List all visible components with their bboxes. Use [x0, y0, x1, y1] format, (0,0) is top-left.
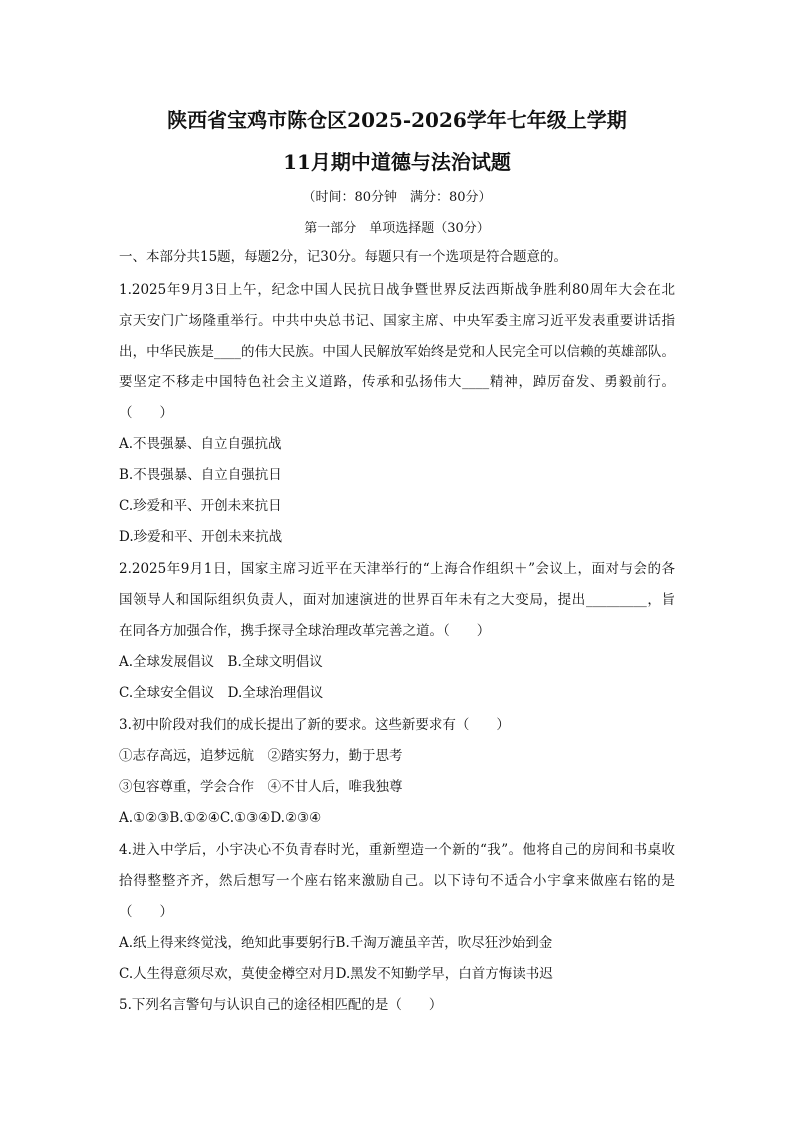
- q4-stem-line: 拾得整整齐齐，然后想写一个座右铭来激励自己。以下诗句不适合小宇拿来做座右铭的是: [119, 873, 675, 889]
- q1-option-d: D.珍爱和平、开创未来抗战: [119, 529, 283, 545]
- q1-stem-line: 要坚定不移走中国特色社会主义道路，传承和弘扬伟大____精神，踔厉奋发、勇毅前行。: [119, 374, 675, 390]
- q4-stem-line: 4.进入中学后，小宇决心不负青春时光，重新塑造一个新的“我”。他将自己的房间和书桌收: [119, 842, 675, 858]
- exam-time-info: （时间：80分钟 满分：80分）: [302, 190, 492, 205]
- q1-option-a: A.不畏强暴、自立自强抗战: [119, 436, 282, 452]
- q3-options: A.①②③B.①②④C.①③④D.②③④: [119, 810, 322, 826]
- q1-answer-bracket: （ ）: [119, 405, 173, 421]
- q2-stem-line: 在同各方加强合作，携手探寻全球治理改革完善之道。（ ）: [119, 623, 491, 639]
- q4-answer-bracket: （ ）: [119, 904, 173, 920]
- q5-stem: 5.下列名言警句与认识自己的途径相匹配的是（ ）: [119, 997, 443, 1013]
- q1-option-c: C.珍爱和平、开创未来抗日: [119, 498, 282, 514]
- q2-options-ab: A.全球发展倡议 B.全球文明倡议: [119, 654, 323, 670]
- exam-title-line2: 11月期中道德与法治试题: [283, 150, 511, 174]
- q4-options-ab: A.纸上得来终觉浅，绝知此事要躬行B.千淘万漉虽辛苦，吹尽狂沙始到金: [119, 935, 553, 951]
- q1-stem-line: 1.2025年9月3日上午，纪念中国人民抗日战争暨世界反法西斯战争胜利80周年大会在北: [119, 282, 675, 298]
- q4-options-cd: C.人生得意须尽欢，莫使金樽空对月D.黑发不知勤学早，白首方悔读书迟: [119, 966, 553, 982]
- q2-stem-line: 2.2025年9月1日，国家主席习近平在天津举行的“上海合作组织＋”会议上，面对与会的各: [119, 561, 675, 577]
- q3-stem: 3.初中阶段对我们的成长提出了新的要求。这些新要求有（ ）: [119, 717, 510, 733]
- part-title: 第一部分 单项选择题（30分）: [304, 221, 490, 236]
- q1-stem-line: 出，中华民族是____的伟大民族。中国人民解放军始终是党和人民完全可以信赖的英雄部队。: [119, 344, 675, 360]
- q2-stem-line: 国领导人和国际组织负责人，面对加速演进的世界百年未有之大变局，提出_________，旨: [119, 592, 675, 608]
- q1-option-b: B.不畏强暴、自立自强抗日: [119, 467, 282, 483]
- exam-title-line1: 陕西省宝鸡市陈仓区2025-2026学年七年级上学期: [167, 108, 627, 132]
- q1-stem-line: 京天安门广场隆重举行。中共中央总书记、国家主席、中央军委主席习近平发表重要讲话指: [119, 313, 675, 329]
- q3-items-line: ①志存高远，追梦远航 ②踏实努力，勤于思考: [119, 748, 403, 764]
- q3-items-line: ③包容尊重，学会合作 ④不甘人后，唯我独尊: [119, 779, 403, 795]
- section-instructions: 一、本部分共15题，每题2分，记30分。每题只有一个选项是符合题意的。: [119, 249, 567, 265]
- q2-options-cd: C.全球安全倡议 D.全球治理倡议: [119, 685, 324, 701]
